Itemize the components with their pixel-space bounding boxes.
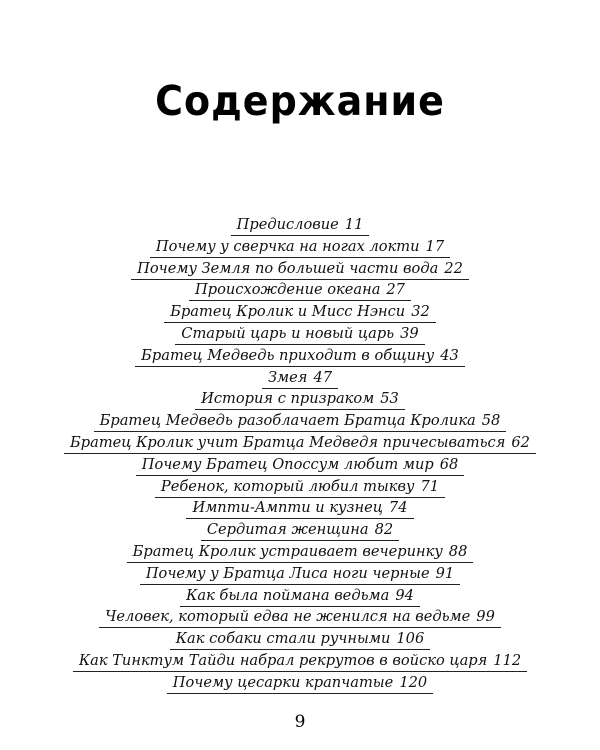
toc-entry-title: Предисловие (236, 216, 339, 233)
toc-entry-title: Братец Медведь приходит в общину (141, 346, 435, 364)
toc-link[interactable] (262, 369, 338, 389)
toc-item (0, 367, 600, 389)
toc-entry-title: Братец Медведь разоблачает Братца Кролика (99, 412, 476, 430)
toc-link[interactable] (150, 238, 450, 258)
toc-entry-title: Почему у сверчка на ногах локти (155, 237, 420, 255)
toc-entry-page: 53 (380, 390, 399, 408)
page-number: 9 (294, 712, 306, 732)
toc-entry-page: 68 (439, 455, 459, 473)
toc-entry-title: Братец Кролик и Мисс Нэнси (170, 303, 406, 321)
toc-entry-page: 58 (481, 412, 501, 430)
toc-link[interactable] (167, 674, 433, 694)
toc-item (0, 519, 600, 541)
toc-entry-page: 106 (396, 630, 425, 648)
toc-link[interactable] (186, 499, 413, 519)
toc-item (0, 628, 600, 650)
toc-entry-page: 11 (344, 216, 364, 233)
toc-link[interactable] (231, 216, 370, 236)
toc-item (0, 388, 600, 410)
toc-entry-title: Почему Земля по большей части вода (137, 259, 439, 277)
toc-item (0, 585, 600, 607)
toc-item (0, 672, 600, 694)
toc-link[interactable] (131, 260, 469, 280)
toc-entry-page: 39 (400, 324, 419, 342)
toc-item (0, 301, 600, 323)
toc-item (0, 432, 600, 454)
toc-entry-page: 112 (493, 651, 522, 669)
toc-item (0, 454, 600, 476)
toc-entry-page: 91 (435, 564, 455, 582)
toc-entry-page: 62 (511, 433, 530, 451)
toc-item (0, 563, 600, 585)
toc-link[interactable] (127, 543, 474, 563)
toc-item (0, 258, 600, 280)
toc-item (0, 650, 600, 672)
toc-link[interactable] (189, 281, 411, 301)
toc-entry-title: Импти-Ампти и кузнец (192, 499, 383, 517)
toc-link[interactable] (170, 630, 430, 650)
toc-entry-title: Почему Братец Опоссум любит мир (141, 455, 434, 473)
toc-link[interactable] (195, 390, 405, 410)
toc-link[interactable] (99, 608, 501, 628)
toc-entry-page: 94 (395, 586, 414, 604)
toc-item (0, 345, 600, 367)
toc-item (0, 541, 600, 563)
toc-entry-title: Братец Кролик учит Братца Медведя причесываться (70, 433, 506, 451)
toc-item (0, 497, 600, 519)
toc-entry-page: 17 (425, 237, 445, 255)
toc-link[interactable] (136, 456, 465, 476)
toc-item (0, 476, 600, 498)
toc-item (0, 606, 600, 628)
toc-link[interactable] (180, 587, 420, 607)
toc-link[interactable] (175, 325, 424, 345)
toc-entry-title: Как была поймана ведьма (186, 586, 390, 604)
toc-link[interactable] (155, 478, 445, 498)
toc-entry-page: 82 (374, 521, 394, 539)
toc-entry-title: Сердитая женщина (206, 521, 369, 539)
toc-link[interactable] (73, 652, 527, 672)
toc-link[interactable] (94, 412, 507, 432)
toc-entry-page: 47 (313, 368, 333, 386)
toc-entry-page: 32 (411, 303, 430, 321)
toc-item (0, 323, 600, 345)
toc-entry-page: 120 (399, 673, 428, 691)
toc-entry-title: Почему цесарки крапчатые (172, 673, 394, 691)
toc-entry-title: Почему у Братца Лиса ноги черные (145, 564, 430, 582)
toc-entry-title: Старый царь и новый царь (181, 324, 395, 342)
toc-item (0, 279, 600, 301)
toc-link[interactable] (135, 347, 465, 367)
toc-entry-title: Братец Кролик устраивает вечеринку (132, 542, 443, 560)
toc-entry-title: История с призраком (201, 390, 375, 408)
toc-entry-page: 99 (476, 608, 495, 626)
toc-entry-title: Как собаки стали ручными (175, 630, 391, 648)
toc-entry-title: Как Тинктум Тайди набрал рекрутов в войско царя (78, 651, 488, 669)
toc-entry-page: 71 (420, 477, 440, 495)
toc-link[interactable] (140, 565, 460, 585)
toc-entry-page: 88 (448, 542, 468, 560)
table-of-contents (0, 214, 600, 694)
toc-item (0, 236, 600, 258)
toc-link[interactable] (164, 303, 436, 323)
toc-link[interactable] (201, 521, 399, 541)
toc-item (0, 410, 600, 432)
toc-entry-title: Ребенок, который любил тыкву (160, 477, 415, 495)
toc-link[interactable] (64, 434, 536, 454)
toc-entry-page: 27 (386, 281, 405, 299)
toc-entry-title: Происхождение океана (195, 281, 381, 299)
toc-entry-title: Человек, который едва не женился на ведьме (105, 608, 471, 626)
toc-entry-page: 74 (388, 499, 408, 517)
toc-entry-page: 43 (440, 346, 459, 364)
toc-item (0, 214, 600, 236)
page-title: Содержание (155, 77, 445, 126)
toc-entry-page: 22 (444, 259, 463, 277)
toc-entry-title: Змея (267, 368, 308, 386)
